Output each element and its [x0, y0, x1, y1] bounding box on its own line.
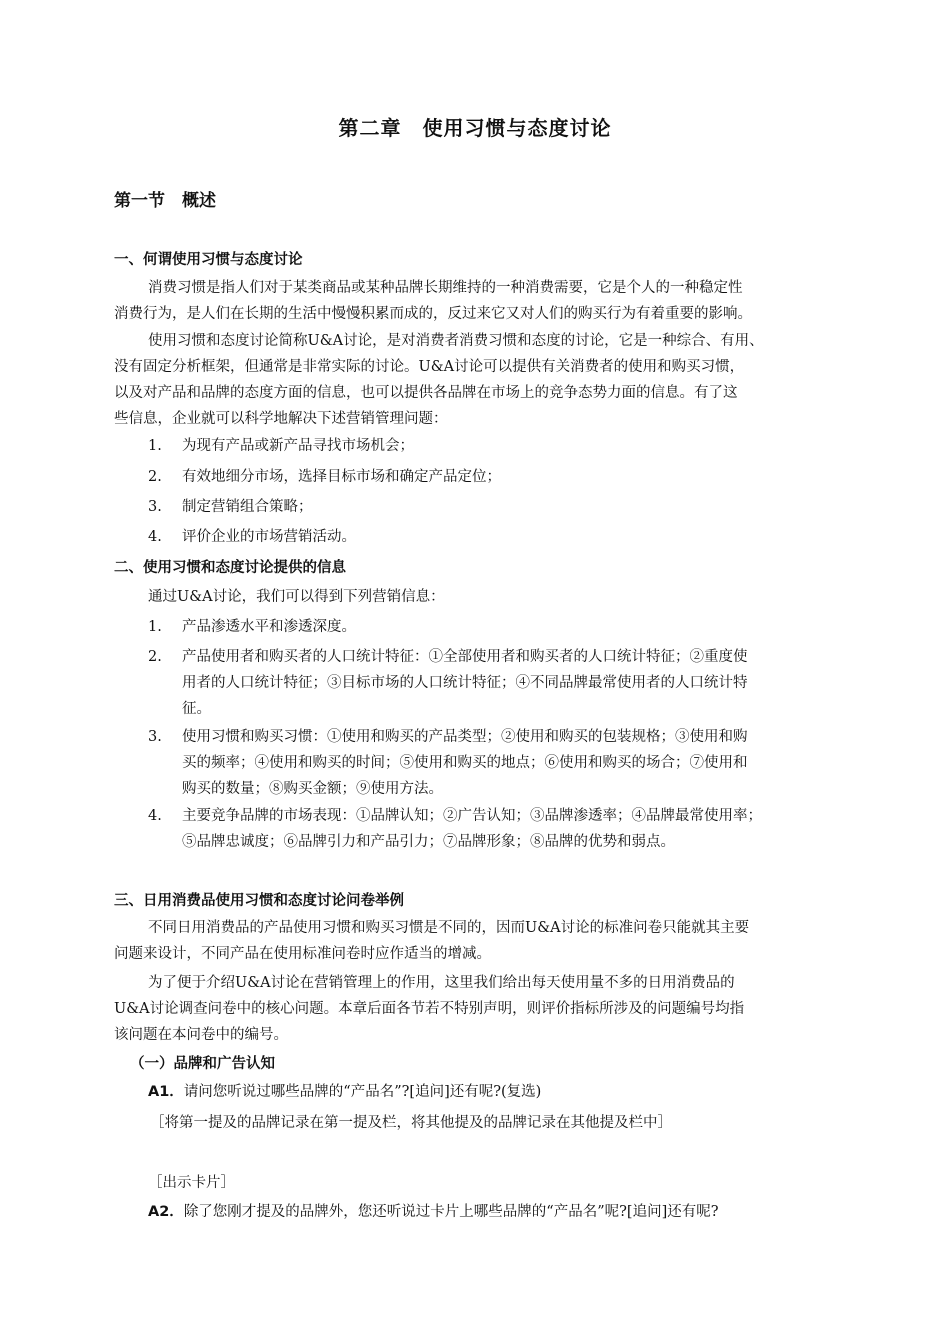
list-number: 4.: [148, 808, 162, 824]
text-line: 征。: [182, 701, 211, 717]
text-line: ⑤品牌忠诚度；⑥品牌引力和产品引力；⑦品牌形象；⑧品牌的优势和弱点。: [182, 834, 675, 850]
chapter-title: 第二章 使用习惯与态度讨论: [338, 116, 612, 140]
question-label: A1．: [148, 1084, 184, 1100]
list-number: 3.: [148, 729, 162, 745]
question-a2: [148, 1199, 719, 1225]
text-line: 没有固定分析框架，但通常是非常实际的讨论。U&A讨论可以提供有关消费者的使用和购买习惯，: [114, 359, 745, 375]
list-number: 1.: [148, 619, 162, 635]
part1-paragraph-1: [114, 275, 850, 327]
text-line: 以及对产品和品牌的态度方面的信息，也可以提供各品牌在市场上的竞争态势力面的信息。有了这: [114, 385, 738, 401]
part3-paragraph-1: [114, 915, 850, 967]
card-note: ［出示卡片］: [148, 1175, 235, 1191]
text-line: 些信息，企业就可以科学地解决下述营销管理问题：: [114, 411, 448, 427]
question-a1: [148, 1079, 541, 1105]
text-line: 制定营销组合策略；: [182, 499, 313, 515]
text-line: 消费习惯是指人们对于某类商品或某种品牌长期维持的一种消费需要，它是个人的一种稳定性: [148, 280, 743, 296]
list-number: 2.: [148, 649, 162, 665]
text-line: 通过U&A讨论，我们可以得到下列营销信息：: [148, 589, 445, 605]
part2-heading: 二、使用习惯和态度讨论提供的信息: [114, 560, 346, 576]
text-line: 用者的人口统计特征；③目标市场的人口统计特征；④不同品牌最常使用者的人口统计特: [182, 675, 748, 691]
question-label: A2．: [148, 1204, 184, 1220]
text-line: 消费行为，是人们在长期的生活中慢慢积累而成的，反过来它又对人们的购买行为有着重要的影响。: [114, 306, 752, 322]
part2-intro: [114, 584, 850, 610]
list-number: 3.: [148, 499, 162, 515]
text-line: 为现有产品或新产品寻找市场机会；: [182, 438, 414, 454]
text-line: 有效地细分市场，选择目标市场和确定产品定位；: [182, 469, 501, 485]
text-line: 问题来设计，不同产品在使用标准问卷时应作适当的增减。: [114, 946, 491, 962]
text-line: 为了便于介绍U&A讨论在营销管理上的作用，这里我们给出每天使用量不多的日用消费品的: [148, 975, 735, 991]
list-number: 4.: [148, 529, 162, 545]
part3-heading: 三、日用消费品使用习惯和态度讨论问卷举例: [114, 893, 404, 909]
text-line: 使用习惯和购买习惯：①使用和购买的产品类型；②使用和购买的包装规格；③使用和购: [182, 729, 748, 745]
text-line: 产品渗透水平和渗透深度。: [182, 619, 356, 635]
text-line: 买的频率；④使用和购买的时间；⑤使用和购买的地点；⑥使用和购买的场合；⑦使用和: [182, 755, 748, 771]
list-number: 2.: [148, 469, 162, 485]
text-line: U&A讨论调查问卷中的核心问题。本章后面各节若不特别声明，则评价指标所涉及的问题编号均指: [114, 1001, 745, 1017]
list-number: 1.: [148, 438, 162, 454]
part1-heading: 一、何谓使用习惯与态度讨论: [114, 252, 303, 268]
interviewer-note: ［将第一提及的品牌记录在第一提及栏，将其他提及的品牌记录在其他提及栏中］: [150, 1115, 672, 1131]
text-line: 不同日用消费品的产品使用习惯和购买习惯是不同的，因而U&A讨论的标准问卷只能就其主要: [148, 920, 750, 936]
question-text: 除了您刚才提及的品牌外，您还听说过卡片上哪些品牌的“产品名”呢?[追问]还有呢?: [183, 1204, 719, 1220]
text-line: 购买的数量；⑧购买金额；⑨使用方法。: [182, 781, 443, 797]
part1-paragraph-2: [114, 328, 850, 432]
text-line: 评价企业的市场营销活动。: [182, 529, 356, 545]
section-title: 第一节 概述: [114, 191, 216, 211]
text-line: 主要竞争品牌的市场表现：①品牌认知；②广告认知；③品牌渗透率；④品牌最常使用率；: [182, 808, 762, 824]
text-line: 产品使用者和购买者的人口统计特征：①全部使用者和购买者的人口统计特征；②重度使: [182, 649, 748, 665]
text-line: 该问题在本问卷中的编号。: [114, 1027, 288, 1043]
question-text: 请问您听说过哪些品牌的“产品名”?[追问]还有呢?(复选): [183, 1084, 542, 1100]
part3-paragraph-2: [114, 970, 850, 1048]
subsection-heading: （一）品牌和广告认知: [130, 1056, 275, 1072]
text-line: 使用习惯和态度讨论简称U&A讨论，是对消费者消费习惯和态度的讨论，它是一种综合、有用、: [148, 333, 764, 349]
